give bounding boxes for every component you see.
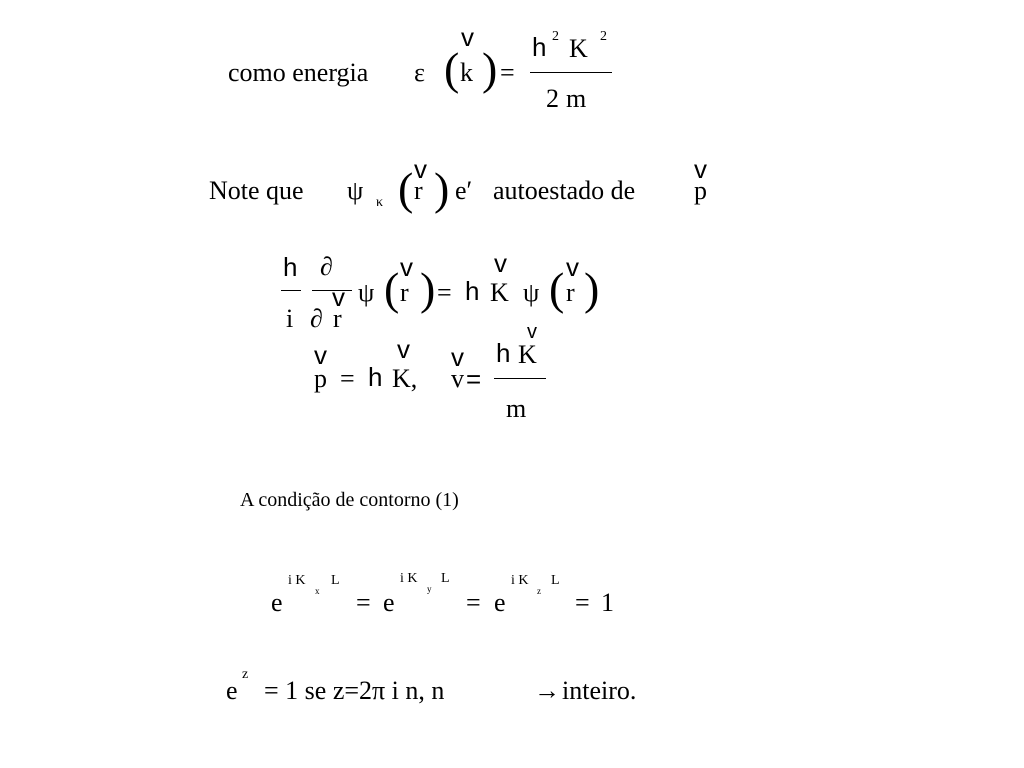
caption-boundary-condition: A condição de contorno (1) — [240, 489, 459, 511]
exponent-L: L — [551, 573, 560, 588]
symbol-K: K, — [392, 364, 418, 393]
vector-arrow: v — [332, 282, 345, 312]
paren-right: ) — [482, 43, 498, 94]
symbol-h: h — [283, 252, 298, 282]
vector-arrow: v — [694, 154, 707, 184]
text-inteiro: inteiro. — [562, 676, 637, 705]
denominator-2: 2 — [546, 84, 559, 113]
paren-right: ) — [434, 163, 450, 214]
fraction-bar — [494, 378, 546, 379]
symbol-epsilon: ε — [414, 58, 425, 87]
vector-arrow: v — [494, 248, 507, 278]
vector-arrow: v — [414, 154, 427, 184]
symbol-K: K — [569, 34, 588, 63]
paren-right: ) — [584, 263, 600, 314]
symbol-r: r — [333, 304, 342, 333]
exponent-h: 2 — [552, 29, 559, 44]
subscript-y: y — [427, 584, 432, 594]
paren-left: ( — [444, 43, 460, 94]
symbol-r: r — [566, 278, 575, 307]
equals-sign: = — [356, 588, 371, 617]
symbol-k: k — [460, 58, 473, 87]
symbol-e: e — [226, 676, 238, 705]
denominator-m: m — [506, 394, 527, 423]
equals-sign: = — [575, 588, 590, 617]
symbol-i: i — [286, 304, 294, 333]
symbol-psi: ψ — [523, 278, 540, 307]
fraction-bar — [281, 290, 301, 291]
symbol-psi: ψ — [358, 278, 375, 307]
text-autoestado-de: autoestado de — [493, 176, 636, 205]
paren-left: ( — [384, 263, 400, 314]
exponent-K: 2 — [600, 29, 607, 44]
symbol-h: h — [465, 276, 480, 306]
symbol-h: h — [532, 32, 547, 62]
vector-arrow: v — [400, 252, 413, 282]
denominator-m: m — [566, 84, 587, 113]
symbol-K: K — [490, 278, 509, 307]
equals-sign: = — [466, 364, 482, 394]
subscript-z: z — [537, 586, 541, 596]
subscript-x: x — [315, 586, 320, 596]
equals-sign: = — [466, 588, 481, 617]
vector-arrow: v — [527, 321, 537, 343]
paren-left: ( — [398, 163, 414, 214]
symbol-psi: ψ — [347, 176, 364, 205]
exponent-L: L — [441, 571, 450, 586]
exponent-iK: i K — [400, 571, 418, 586]
text-como-energia: como energia — [228, 58, 369, 87]
vector-arrow: v — [566, 252, 579, 282]
symbol-partial: ∂ — [320, 252, 333, 281]
paren-left: ( — [549, 263, 565, 314]
symbol-e: e — [494, 588, 506, 617]
exponent-z: z — [242, 667, 249, 682]
symbol-v: v — [451, 364, 464, 393]
fraction-bar — [530, 72, 612, 73]
exponent-iK: i K — [288, 573, 306, 588]
number-one: 1 — [601, 588, 614, 617]
vector-arrow: v — [397, 334, 410, 364]
symbol-h: h — [368, 362, 383, 392]
text-e-prime: e′ — [455, 176, 473, 205]
equals-sign: = — [437, 278, 452, 307]
exponent-iK: i K — [511, 573, 529, 588]
symbol-e: e — [383, 588, 395, 617]
equals-sign: = — [500, 58, 515, 87]
symbol-K: K — [518, 340, 537, 369]
vector-arrow: v — [314, 340, 327, 370]
arrow-right: → — [534, 676, 560, 705]
symbol-partial: ∂ — [310, 304, 323, 333]
equals-sign: = — [340, 364, 355, 393]
symbol-h: h — [496, 338, 511, 368]
symbol-p: p — [314, 364, 327, 393]
paren-right: ) — [420, 263, 436, 314]
text-note-que: Note que — [209, 176, 304, 205]
symbol-r: r — [414, 176, 423, 205]
subscript-kappa: κ — [376, 195, 384, 210]
vector-arrow: v — [451, 342, 464, 372]
symbol-p: p — [694, 176, 707, 205]
symbol-r: r — [400, 278, 409, 307]
exponent-L: L — [331, 573, 340, 588]
text-condition: = 1 se z=2π i n, n — [264, 676, 445, 705]
vector-arrow: v — [461, 22, 474, 52]
symbol-e: e — [271, 588, 283, 617]
